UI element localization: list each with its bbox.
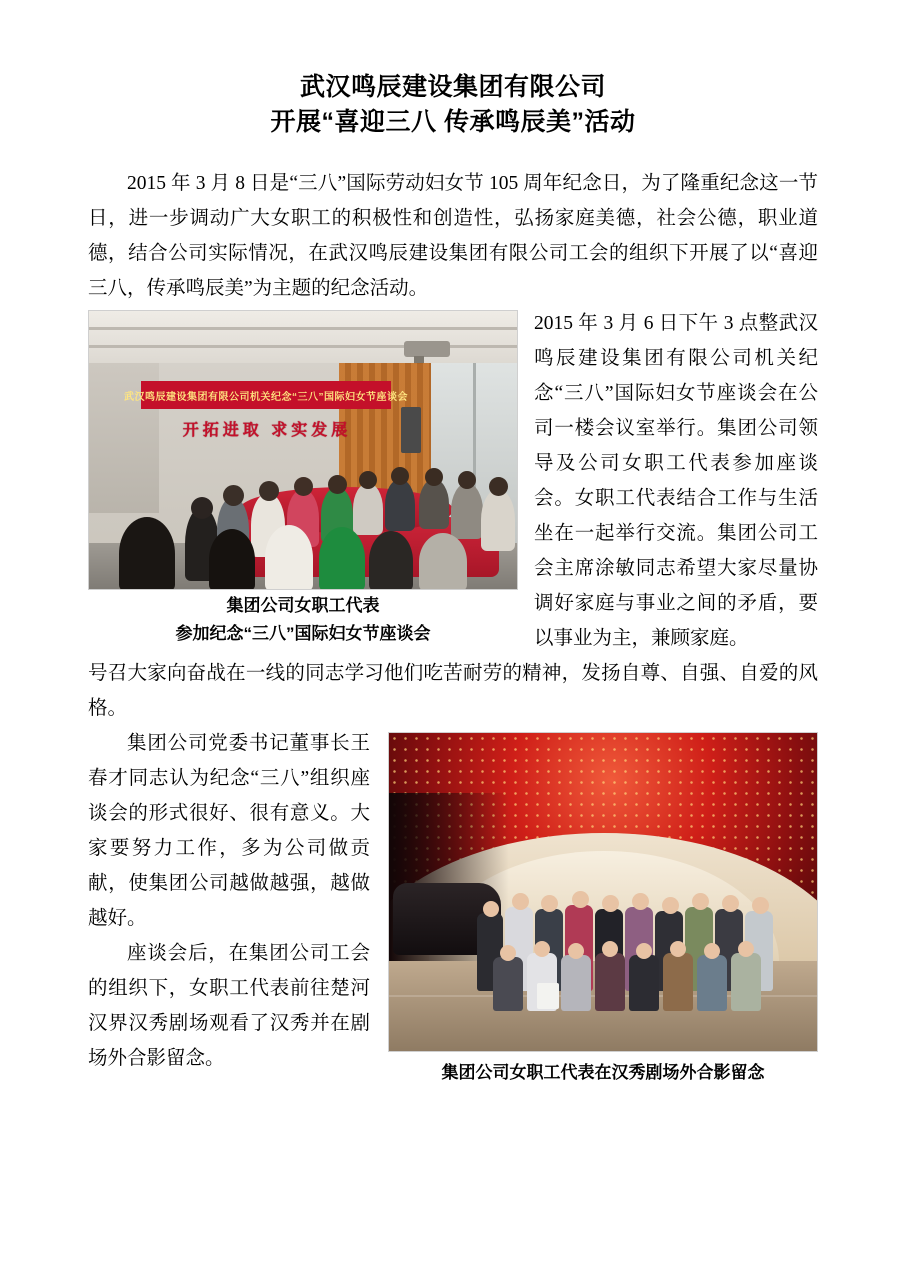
person-head [458,471,476,489]
person-front [561,955,591,1011]
person-head [704,943,720,959]
paragraph-3: 号召大家向奋战在一线的同志学习他们吃苦耐劳的精神，发扬自尊、自强、自爱的风格。 [88,663,818,719]
person-head [632,893,649,910]
paragraph-2: 2015 年 3 月 6 日下午 3 点整武汉鸣辰建设集团有限公司机关纪念“三八”国际妇女节座谈会在公司一楼会议室举行。集团公司领导及公司女职工代表参加座谈会。女职工代表结合工作与生活坐在一起举行交流。集团公司工会主席涂敏同志希望大家尽量协调好家庭与事业之间的矛盾，要以事业为主，兼顾家庭。 [534,313,818,649]
person-front [697,955,727,1011]
slogan-text: 开拓进取 求实发展 [182,421,352,439]
person-front [731,953,761,1011]
person-head [489,477,508,496]
ceiling [89,311,517,363]
speaker-icon [401,407,421,453]
figure-caption-line1: 集团公司女职工代表 [226,596,380,615]
person-head [636,943,652,959]
paragraph-5: 座谈会后，在集团公司工会的组织下，女职工代表前往楚河汉界汉秀剧场观看了汉秀并在剧场外合影留念。 [88,943,370,1069]
person-head [662,897,679,914]
person-head [328,475,347,494]
person-head [191,497,213,519]
title-line-2: 开展“喜迎三八 传承鸣辰美”活动 [270,108,636,136]
photo-meeting-room [88,310,518,590]
person-foreground [319,527,365,590]
shopping-bag [537,983,559,1009]
page-title [88,70,818,140]
person-head [294,477,313,496]
person-head [692,893,709,910]
person-foreground [265,525,313,590]
person [419,479,449,529]
ceiling-line [89,345,518,348]
person [353,483,383,535]
person-head [483,901,499,917]
banner-text: 武汉鸣辰建设集团有限公司机关纪念“三八”国际妇女节座谈会 [141,381,391,409]
person-front [493,957,523,1011]
person-head [738,941,754,957]
person-foreground [209,529,255,590]
figure-hanshow [388,732,818,1083]
paragraph-1: 2015 年 3 月 8 日是“三八”国际劳动妇女节 105 周年纪念日，为了隆重纪念这一节日，进一步调动广大女职工的积极性和创造性，弘扬家庭美德，社会公德，职业道德，结合公司实际情况，在武汉鸣辰建设集团有限公司工会的组织下开展了以“喜迎三八，传承鸣辰美”为主题的纪念活动。 [88,173,818,299]
person-head [259,481,279,501]
person-foreground [419,533,467,590]
ceiling-line [89,327,518,330]
projector-icon [404,341,450,357]
person-head [602,941,618,957]
person-front [595,953,625,1011]
person-head [223,485,244,506]
person-head [752,897,769,914]
figure-caption-line2: 参加纪念“三八”国际妇女节座谈会 [175,624,431,643]
person-foreground [369,531,413,590]
person [481,489,515,551]
person-head [572,891,589,908]
person-head [602,895,619,912]
person-front [629,955,659,1011]
person-head [670,941,686,957]
person-head [722,895,739,912]
person [451,483,483,539]
person [385,479,415,531]
person-head [512,893,529,910]
title-line-1: 武汉鸣辰建设集团有限公司 [299,73,606,101]
figure-meeting [88,310,518,646]
person-head [541,895,558,912]
person-head [500,945,516,961]
paragraph-4: 集团公司党委书记董事长王春才同志认为纪念“三八”组织座谈会的形式很好、很有意义。大家要努力工作，多为公司做贡献，使集团公司越做越强，越做越好。 [88,733,370,929]
photo-hanshow-group [388,732,818,1052]
person-head [359,471,377,489]
person-head [391,467,409,485]
group-of-people [389,883,817,1023]
person-head [534,941,550,957]
person-head [568,943,584,959]
person-head [425,468,443,486]
person-foreground [119,517,175,590]
figure-caption: 集团公司女职工代表在汉秀剧场外合影留念 [441,1063,765,1082]
person-front [663,953,693,1011]
